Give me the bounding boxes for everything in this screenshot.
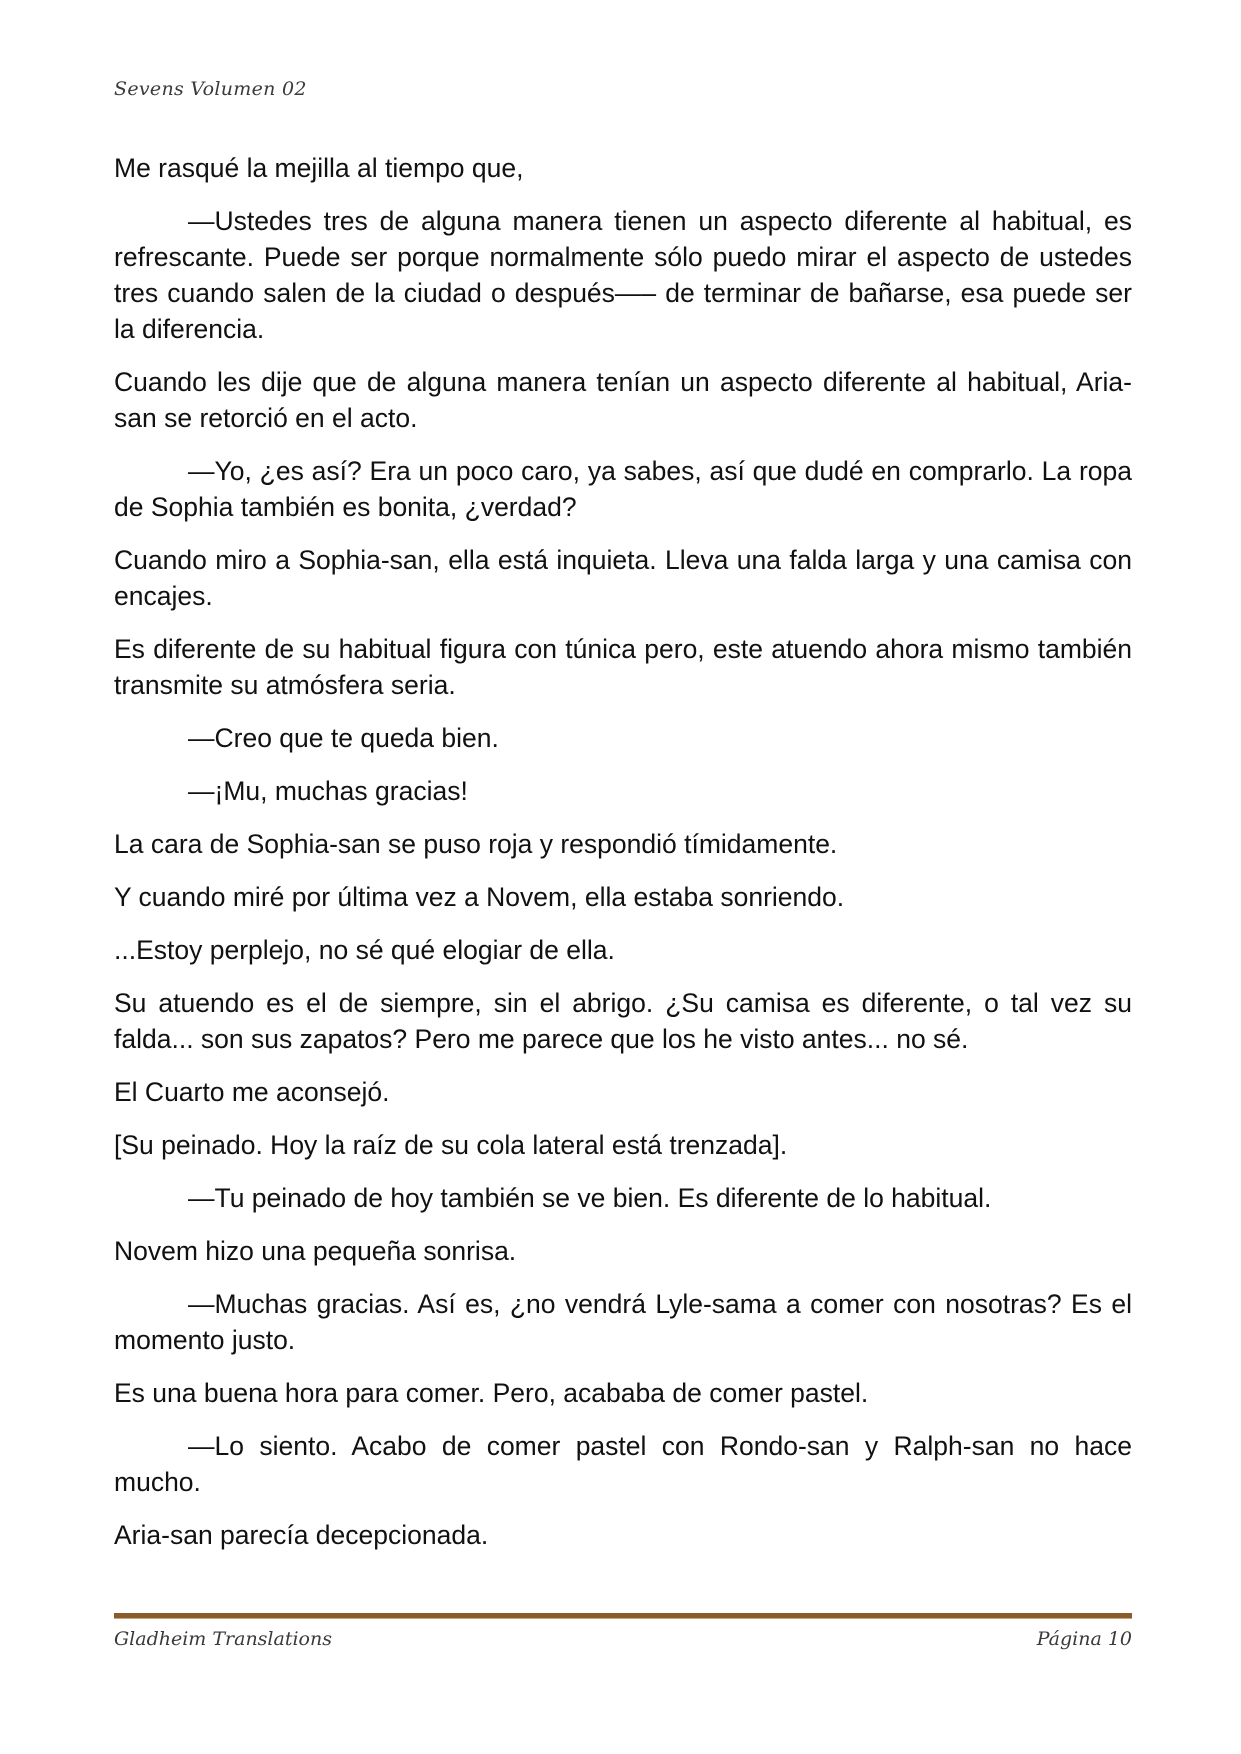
narration-paragraph: Novem hizo una pequeña sonrisa. bbox=[114, 1236, 517, 1266]
page-header-title: Sevens Volumen 02 bbox=[114, 78, 307, 100]
dialogue-paragraph: —Tu peinado de hoy también se ve bien. Es diferente de lo habitual. bbox=[188, 1183, 992, 1213]
narration-paragraph: Y cuando miré por última vez a Novem, ella estaba sonriendo. bbox=[114, 882, 845, 912]
dialogue-paragraph: —Creo que te queda bien. bbox=[188, 723, 499, 753]
narration-paragraph: Cuando miro a Sophia-san, ella está inquieta. Lleva una falda larga y una camisa con encajes. bbox=[114, 545, 1132, 611]
narration-paragraph: [Su peinado. Hoy la raíz de su cola lateral está trenzada]. bbox=[114, 1130, 788, 1160]
narration-paragraph: Es una buena hora para comer. Pero, acababa de comer pastel. bbox=[114, 1378, 869, 1408]
narration-paragraph: Cuando les dije que de alguna manera tenían un aspecto diferente al habitual, Aria-san se retorció en el acto. bbox=[114, 367, 1132, 433]
footer-page-number: Página 10 bbox=[1036, 1628, 1132, 1650]
narration-paragraph: Me rasqué la mejilla al tiempo que, bbox=[114, 153, 524, 183]
narration-paragraph: La cara de Sophia-san se puso roja y respondió tímidamente. bbox=[114, 829, 838, 859]
dialogue-paragraph: —Ustedes tres de alguna manera tienen un aspecto diferente al habitual, es refrescante. Puede ser porque normalmente sólo puedo mirar el aspecto de ustedes tres cuando salen de la ciudad o después—– de terminar de bañarse, esa puede ser la diferencia. bbox=[114, 206, 1132, 344]
body-text bbox=[114, 150, 1132, 1570]
narration-paragraph: Es diferente de su habitual figura con túnica pero, este atuendo ahora mismo también transmite su atmósfera seria. bbox=[114, 634, 1132, 700]
dialogue-paragraph: —Muchas gracias. Así es, ¿no vendrá Lyle-sama a comer con nosotras? Es el momento justo. bbox=[114, 1289, 1132, 1355]
dialogue-paragraph: —Lo siento. Acabo de comer pastel con Rondo-san y Ralph-san no hace mucho. bbox=[114, 1431, 1132, 1497]
narration-paragraph: Aria-san parecía decepcionada. bbox=[114, 1520, 489, 1550]
footer-translator-credit: Gladheim Translations bbox=[114, 1628, 332, 1650]
narration-paragraph: El Cuarto me aconsejó. bbox=[114, 1077, 390, 1107]
dialogue-paragraph: —Yo, ¿es así? Era un poco caro, ya sabes, así que dudé en comprarlo. La ropa de Sophia también es bonita, ¿verdad? bbox=[114, 456, 1132, 522]
narration-paragraph: Su atuendo es el de siempre, sin el abrigo. ¿Su camisa es diferente, o tal vez su falda... son sus zapatos? Pero me parece que los he visto antes... no sé. bbox=[114, 988, 1132, 1054]
dialogue-paragraph: —¡Mu, muchas gracias! bbox=[188, 776, 468, 806]
narration-paragraph: ...Estoy perplejo, no sé qué elogiar de ella. bbox=[114, 935, 615, 965]
footer-divider bbox=[114, 1613, 1132, 1619]
